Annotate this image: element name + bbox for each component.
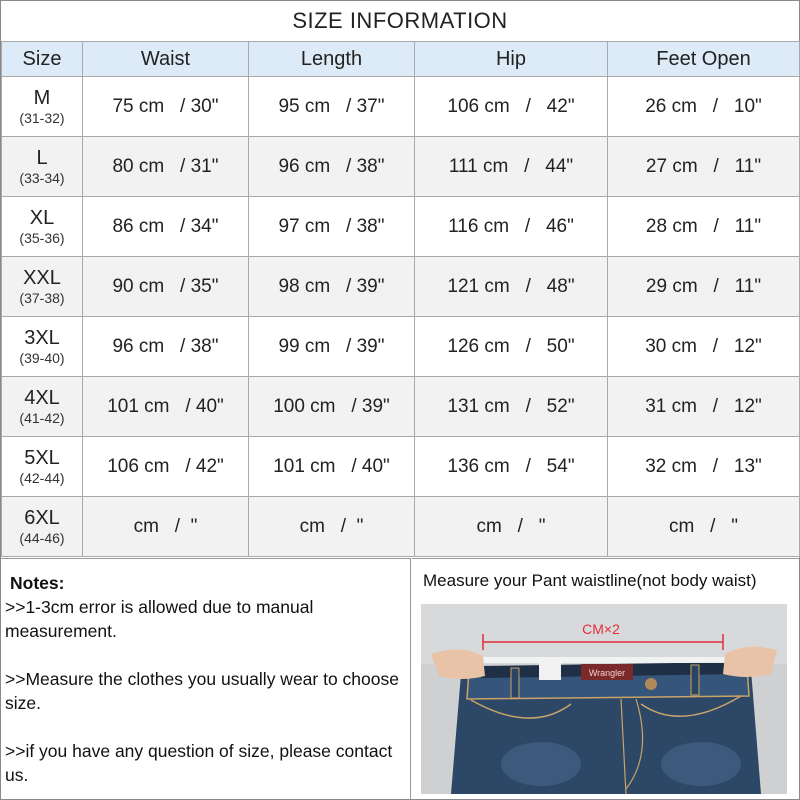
size-label: 6XL xyxy=(24,506,60,529)
page-title: SIZE INFORMATION xyxy=(1,1,799,42)
note-item: >>Measure the clothes you usually wear to choose size. xyxy=(5,669,399,713)
size-label: M xyxy=(33,86,51,109)
size-range: (39-40) xyxy=(19,349,65,366)
feet-open-cell: 26 cm / 10" xyxy=(608,77,800,137)
table-row xyxy=(2,77,800,137)
size-label: XXL xyxy=(23,266,61,289)
jeans-button xyxy=(645,678,657,690)
length-cell: 99 cm / 39" xyxy=(249,317,415,377)
length-cell: 95 cm / 37" xyxy=(249,77,415,137)
belt-loop xyxy=(691,665,699,695)
size-cell xyxy=(2,77,83,137)
size-cell xyxy=(2,137,83,197)
length-cell: 100 cm / 39" xyxy=(249,377,415,437)
header-hip: Hip xyxy=(415,42,608,77)
measure-caption: Measure your Pant waistline(not body waist) xyxy=(423,571,757,590)
size-cell xyxy=(2,257,83,317)
size-cell xyxy=(2,377,83,437)
table-row xyxy=(2,437,800,497)
waist-cell: 106 cm / 42" xyxy=(83,437,249,497)
jeans-measure-photo xyxy=(421,604,787,794)
waist-cell: 80 cm / 31" xyxy=(83,137,249,197)
size-cell xyxy=(2,437,83,497)
size-range: (37-38) xyxy=(19,289,65,306)
feet-open-cell: 27 cm / 11" xyxy=(608,137,800,197)
table-row xyxy=(2,317,800,377)
size-range: (44-46) xyxy=(19,529,65,546)
length-cell: 101 cm / 40" xyxy=(249,437,415,497)
note-item: >>1-3cm error is allowed due to manual measurement. xyxy=(5,597,314,641)
header-size: Size xyxy=(2,42,83,77)
table-row xyxy=(2,257,800,317)
header-length: Length xyxy=(249,42,415,77)
feet-open-cell: cm / " xyxy=(608,497,800,557)
hip-cell: 106 cm / 42" xyxy=(415,77,608,137)
hip-cell: 131 cm / 52" xyxy=(415,377,608,437)
waist-cell: 75 cm / 30" xyxy=(83,77,249,137)
measure-panel xyxy=(412,558,799,799)
length-cell: 96 cm / 38" xyxy=(249,137,415,197)
length-cell: 97 cm / 38" xyxy=(249,197,415,257)
size-table xyxy=(1,41,800,557)
feet-open-cell: 30 cm / 12" xyxy=(608,317,800,377)
hip-cell: 116 cm / 46" xyxy=(415,197,608,257)
waist-cell: 101 cm / 40" xyxy=(83,377,249,437)
measuring-tape xyxy=(479,657,731,663)
jeans-illustration xyxy=(421,604,787,794)
table-row xyxy=(2,197,800,257)
feet-open-cell: 32 cm / 13" xyxy=(608,437,800,497)
right-hand xyxy=(723,647,777,677)
feet-open-cell: 31 cm / 12" xyxy=(608,377,800,437)
size-range: (35-36) xyxy=(19,229,65,246)
size-label: L xyxy=(36,146,48,169)
size-range: (41-42) xyxy=(19,409,65,426)
table-header-row xyxy=(2,42,800,77)
waist-cell: 96 cm / 38" xyxy=(83,317,249,377)
notes-title: Notes: xyxy=(10,573,65,593)
size-cell xyxy=(2,317,83,377)
table-row xyxy=(2,377,800,437)
length-cell: 98 cm / 39" xyxy=(249,257,415,317)
size-cell xyxy=(2,497,83,557)
note-item: >>if you have any question of size, please contact us. xyxy=(5,741,393,785)
size-label: 3XL xyxy=(24,326,60,349)
size-range: (31-32) xyxy=(19,109,65,126)
feet-open-cell: 29 cm / 11" xyxy=(608,257,800,317)
feet-open-cell: 28 cm / 11" xyxy=(608,197,800,257)
header-waist: Waist xyxy=(83,42,249,77)
hip-cell: 126 cm / 50" xyxy=(415,317,608,377)
belt-loop xyxy=(511,668,519,698)
notes-panel xyxy=(1,558,411,799)
hip-cell: 111 cm / 44" xyxy=(415,137,608,197)
waist-cell: cm / " xyxy=(83,497,249,557)
measure-arrow-label: CM×2 xyxy=(582,621,620,637)
length-cell: cm / " xyxy=(249,497,415,557)
hip-cell: 136 cm / 54" xyxy=(415,437,608,497)
header-feet-open: Feet Open xyxy=(608,42,800,77)
table-row xyxy=(2,497,800,557)
left-hand xyxy=(431,649,485,679)
waist-cell: 90 cm / 35" xyxy=(83,257,249,317)
size-label: 5XL xyxy=(24,446,60,469)
hip-cell: 121 cm / 48" xyxy=(415,257,608,317)
size-label: 4XL xyxy=(24,386,60,409)
brand-tag-text: Wrangler xyxy=(588,668,626,678)
waist-cell: 86 cm / 34" xyxy=(83,197,249,257)
size-cell xyxy=(2,197,83,257)
size-label: XL xyxy=(29,206,55,229)
size-range: (42-44) xyxy=(19,469,65,486)
size-range: (33-34) xyxy=(19,169,65,186)
hip-cell: cm / " xyxy=(415,497,608,557)
table-row xyxy=(2,137,800,197)
